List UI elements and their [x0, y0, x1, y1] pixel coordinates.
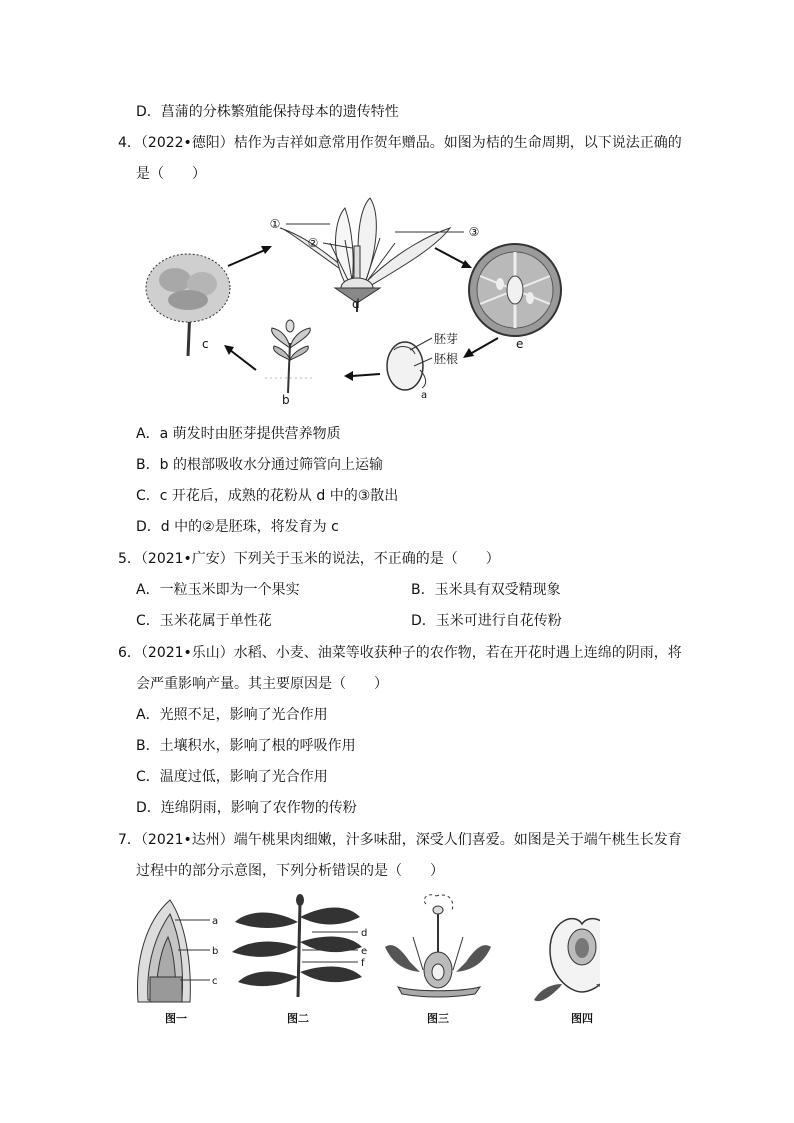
seedling-illustration: [265, 320, 315, 393]
q5-stem: 5．（2021•广安）下列关于玉米的说法，不正确的是（ ）: [118, 551, 500, 567]
fig2-caption: 图二: [287, 1012, 309, 1025]
label-c: c: [202, 337, 209, 351]
label-b: b: [282, 393, 290, 407]
fig1-label-a: a: [212, 916, 219, 927]
q5-option-c: C．玉米花属于单性花: [136, 613, 272, 629]
fig2-label-e: e: [361, 946, 368, 957]
q6-stem-line2: 会严重影响产量。其主要原因是（ ）: [136, 676, 388, 692]
bud-illustration: [137, 900, 190, 1002]
q6-option-d: D．连绵阴雨，影响了农作物的传粉: [136, 800, 357, 816]
tree-illustration: [146, 254, 230, 356]
q4-option-c: C．c 开花后，成熟的花粉从 d 中的③散出: [136, 488, 399, 504]
q7-stem-line2: 过程中的部分示意图，下列分析错误的是（ ）: [136, 863, 444, 879]
seed-illustration: [387, 342, 426, 390]
fig1-label-b: b: [212, 946, 219, 957]
fig1-label-c: c: [212, 976, 218, 987]
q4-stem-line1: 4．（2022•德阳）桔作为吉祥如意常用作贺年赠品。如图为桔的生命周期，以下说法正确的: [118, 135, 682, 151]
label-e: e: [516, 337, 524, 351]
q5-option-a: A．一粒玉米即为一个果实: [136, 582, 300, 598]
label-circ2: ②: [307, 236, 319, 250]
label-circ1: ①: [269, 217, 281, 231]
label-embryo-bud: 胚芽: [434, 332, 459, 346]
q5-option-d: D．玉米可进行自花传粉: [411, 613, 562, 629]
fig1-caption: 图一: [165, 1012, 187, 1025]
q6-option-a: A．光照不足，影响了光合作用: [136, 707, 328, 723]
q7-stem-line1: 7．（2021•达州）端午桃果肉细嫩，汁多味甜，深受人们喜爱。如图是关于端午桃生长发育: [118, 832, 682, 848]
q5-option-b: B．玉米具有双受精现象: [411, 582, 561, 598]
q4-stem-line2: 是（ ）: [136, 166, 206, 182]
fruit-cross-section: [469, 244, 561, 336]
q4-option-a: A．a 萌发时由胚芽提供营养物质: [136, 426, 341, 442]
q6-option-c: C．温度过低，影响了光合作用: [136, 769, 328, 785]
q4-option-d: D．d 中的②是胚珠，将发育为 c: [136, 519, 339, 535]
flower-illustration: [280, 198, 450, 312]
fig3-caption: 图三: [427, 1012, 449, 1025]
label-circ3: ③: [468, 225, 480, 239]
fig2-label-d: d: [361, 928, 368, 939]
fig2-label-f: f: [361, 958, 365, 969]
q4-option-b: B．b 的根部吸收水分通过筛管向上运输: [136, 457, 383, 473]
q3-option-d: D．菖蒲的分株繁殖能保持母本的遗传特性: [136, 104, 399, 120]
label-a: a: [421, 390, 428, 401]
orange-life-cycle-figure: [130, 188, 590, 410]
q6-stem-line1: 6．（2021•乐山）水稻、小麦、油菜等收获种子的农作物，若在开花时遇上连绵的阴雨，将: [118, 645, 682, 661]
label-d: d: [352, 297, 360, 311]
q6-option-b: B．土壤积水，影响了根的呼吸作用: [136, 738, 356, 754]
branch-illustration: [232, 894, 362, 997]
peach-fruit-illustration: [534, 919, 600, 1001]
peach-growth-figures: [130, 892, 600, 1032]
fig4-caption: 图四: [571, 1012, 593, 1025]
label-embryo-root: 胚根: [434, 352, 459, 366]
flower-section-illustration: [385, 895, 491, 997]
